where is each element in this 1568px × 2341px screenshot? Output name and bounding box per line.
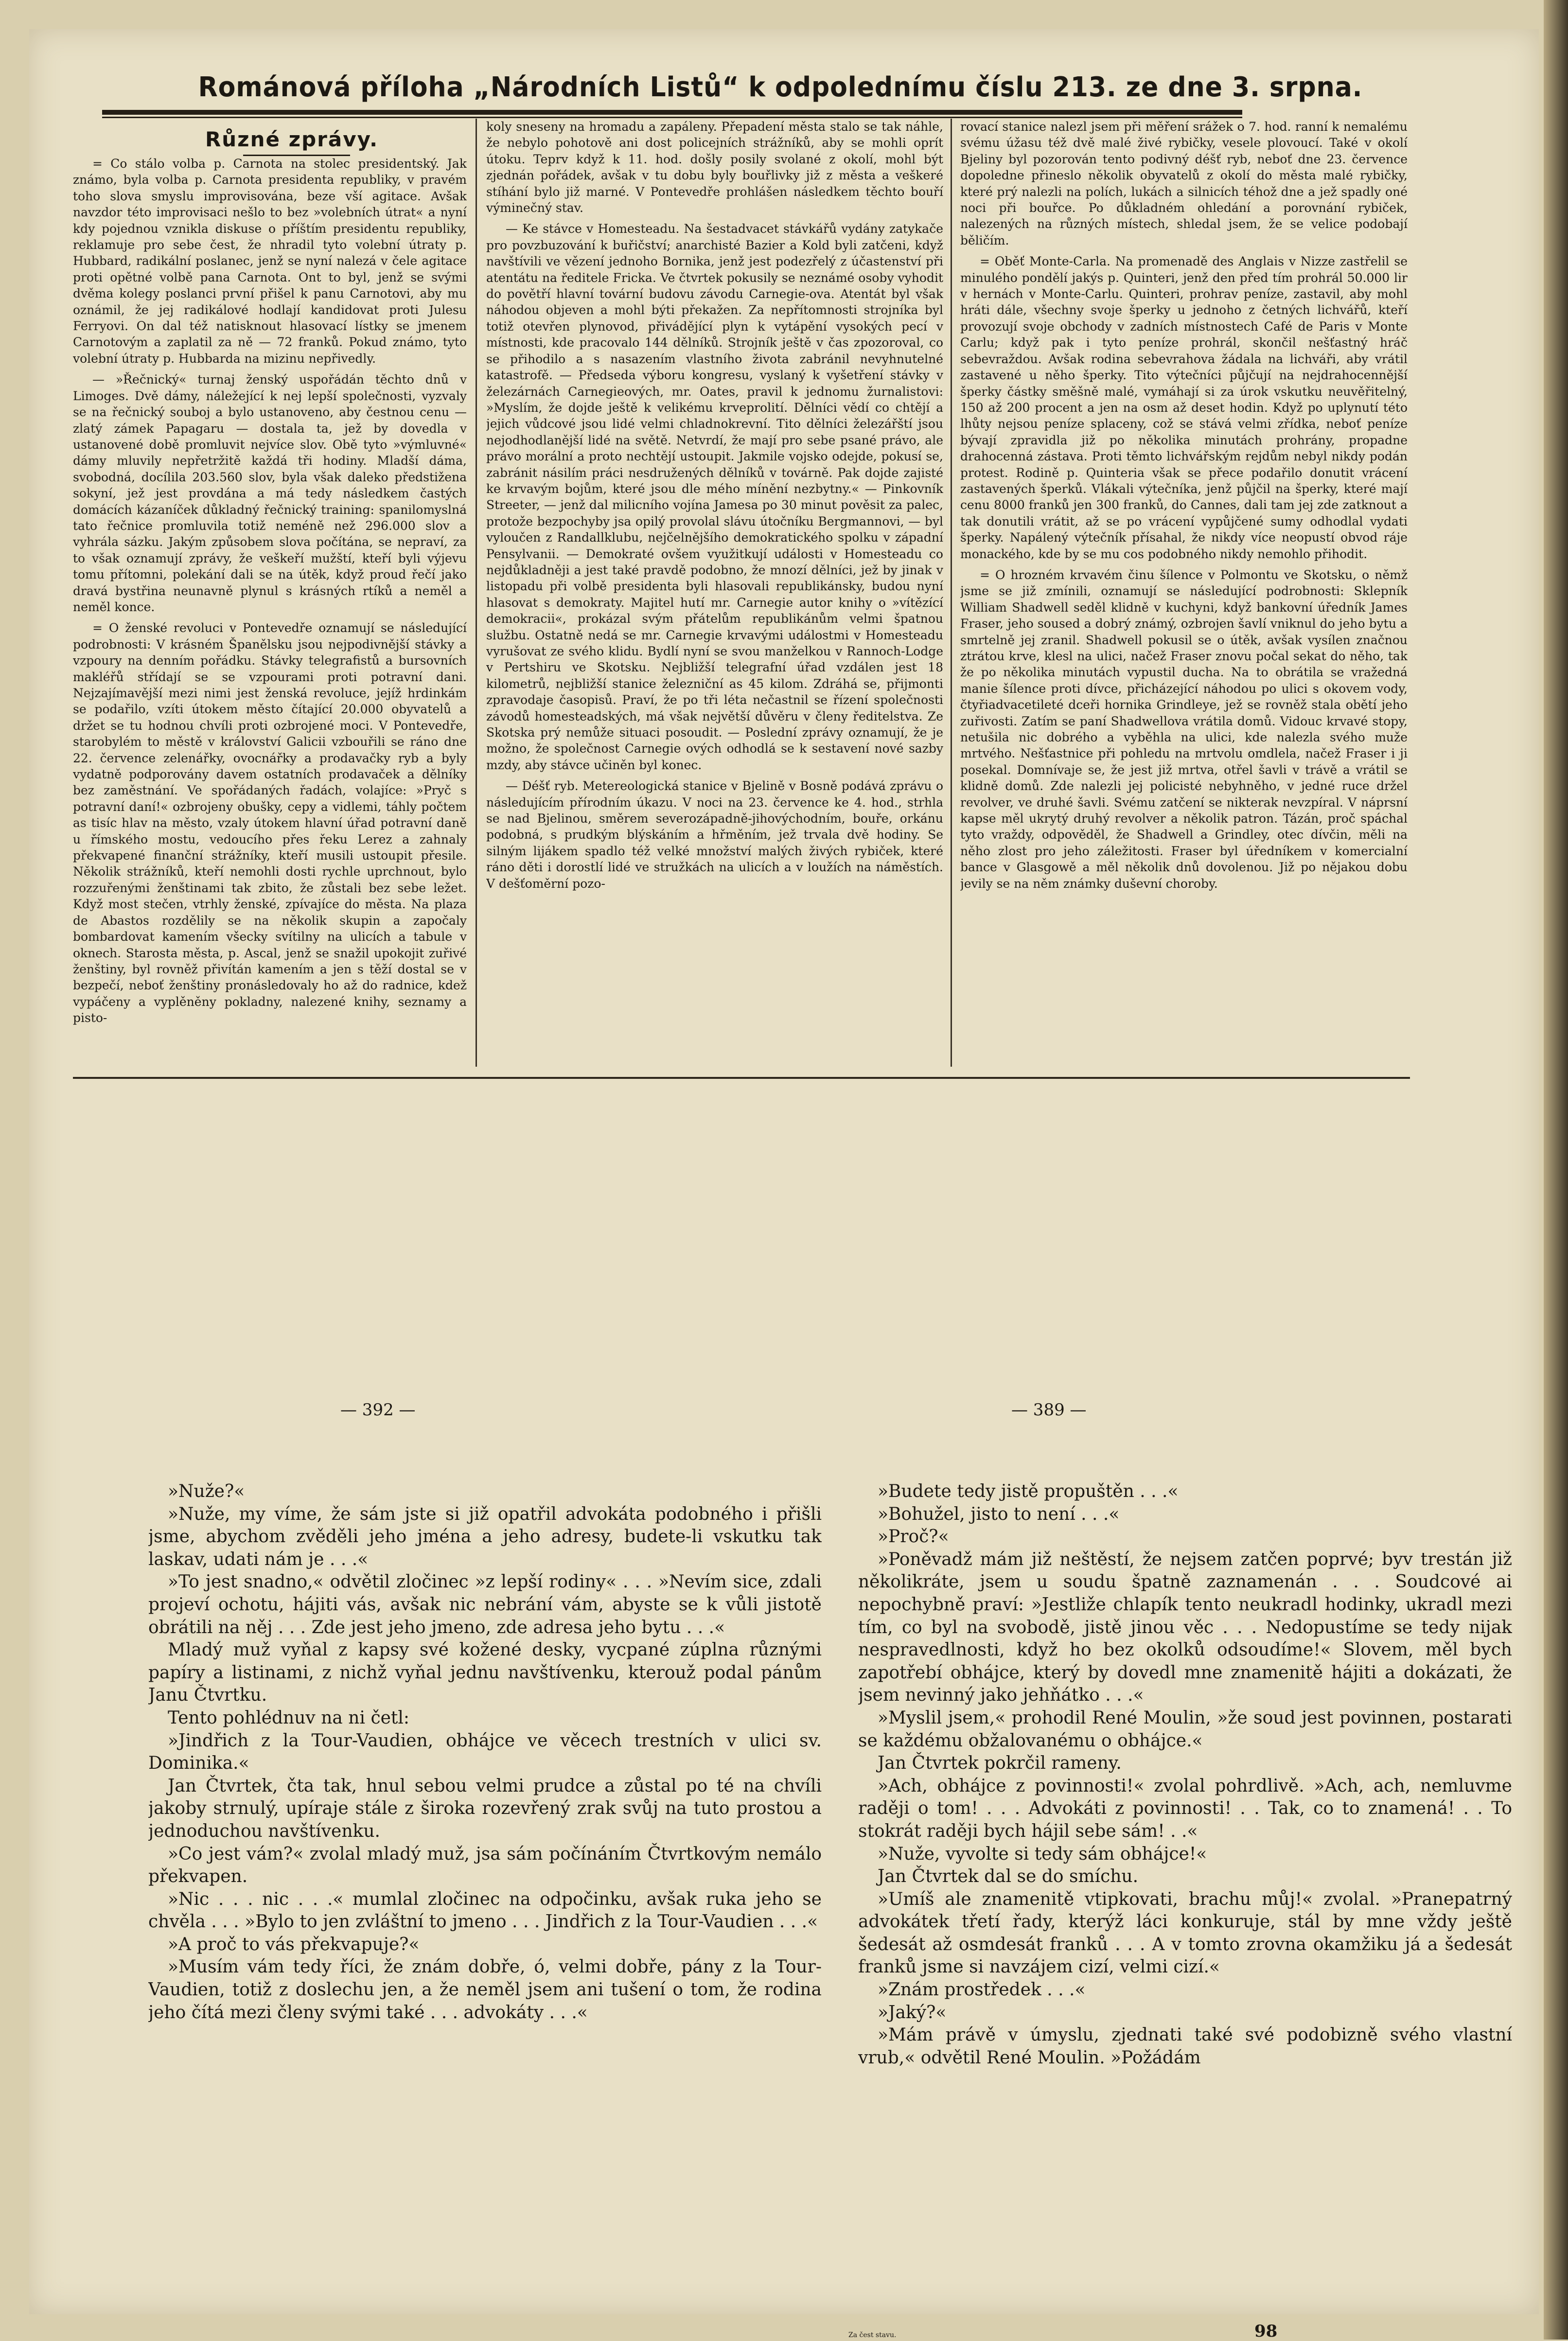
news-item: = Oběť Monte-Carla. Na promenadě des Anglais v Nizze zastřelil se minulého pondělí jakýs p. Quinteri, jenž den před tím prohrál 50.000 lir v hernách v Monte-Carlu. Quinteri, prohrav peníze, zastavil, aby mohl hráti dále, všechny svoje šperky u jednoho z četných lichvářů, kteří provozují svoje obchody v zadních místnostech Café de Paris v Monte Carlu; když pak i tyto peníze prohrál, skončil nešťastný hráč sebevraždou. Avšak rodina sebevrahova žádala na lichváři, aby vrátil zastavené u něho šperky. Tito výtečníci půjčují na nejdrahocennější šperky částky směšně malé, vymáhají si za úrok vskutku neuvěřitelný, 150 až 200 procent a jen na osm až deset hodin. Když po uplynutí této lhůty nejsou peníze splaceny, což se stává velmi zřídka, neboť peníze bývají zpravidla již po několika minutách prohrány, propadne drahocenná zástava. Proti těmto lichvářským rejdům nebyl nikdy podán protest. Rodině p. Quinteria však se přece podařilo donutit vrácení zastavených šperků. Vlákali výtečníka, jenž půjčil na šperky, které mají cenu 8000 franků jen 300 franků, do Cannes, dali tam jej zde zatknout a tak donutili vrátit, až se po vrácení vypůjčené sumy odhodlal vydati šperky. Napálený výtečník přísahal, že nikdy více neopustí obvod ráje monackého, kde by se mu cos podobného nikdy nemohlo přihodit. — [960, 254, 1408, 561]
column-divider — [951, 119, 952, 1067]
story-paragraph: »Musím vám tedy říci, že znám dobře, ó, velmi dobře, pány z la Tour-Vaudien, totiž z doslechu jen, a že neměl jsem ani tušení o tom, že rodina jeho čítá mezi členy svými také . . . advokáty . . .« — [148, 1957, 822, 2023]
story-page-left — [148, 1480, 822, 2317]
story-paragraph: »Jaký?« — [878, 2002, 947, 2023]
story-paragraph: »Jindřich z la Tour-Vaudien, obhájce ve věcech trestních v ulici sv. Dominika.« — [148, 1730, 822, 1774]
news-item: koly sneseny na hromadu a zapáleny. Přepadení města stalo se tak náhle, že nebylo pohotově ani dost policejních strážníků, aby se mohli oprít útoku. Teprv když k 11. hod. došly posily svolané z okolí, mohl být zjednán pořádek, avšak v tu dobu byly bouřlivky již z města a veškeré stíhání bylo již marné. V Pontevedře prohlášen následkem těchto bouří výminečný stav. — [486, 120, 943, 215]
news-column-3 — [960, 119, 1408, 960]
story-paragraph: »Ach, obhájce z povinnosti!« zvolal pohrdlivě. »Ach, ach, nemluvme raději o tom! . . . Advokáti z povinnosti! . . Tak, co to znamená! . . To stokrát raději bych hájil sebe sám! . .« — [858, 1776, 1512, 1841]
masthead: Románová příloha „Národních Listů“ k odpolednímu číslu 213. ze dne 3. srpna. — [198, 71, 1363, 103]
story-page-right — [858, 1480, 1512, 2317]
story-paragraph: »Znám prostředek . . .« — [878, 1980, 1086, 2000]
story-paragraph: »Budete tedy jistě propuštěn . . .« — [878, 1481, 1179, 1501]
story-paragraph: »Mám právě v úmyslu, zjednati také své podobizně svého vlastní vrub,« odvětil René Moulin. »Požádám — [858, 2025, 1512, 2068]
story-paragraph: »Nic . . . nic . . .« mumlal zločinec na odpočinku, avšak ruka jeho se chvěla . . . »Bylo to jen zvláštní to jmeno . . . Jindřich z la Tour-Vaudien . . .« — [148, 1889, 822, 1932]
news-item: — Ke stávce v Homesteadu. Na šestadvacet stávkářů vydány zatykače pro povzbuzování k buřičství; anarchisté Bazier a Kold byli zatčeni, když navštívili ve vězení jednoho Bornika, jenž jest podezřelý z účastenství při atentátu na ředitele Fricka. Ve čtvrtek pokusily se neznámé osoby vyhodit do povětří hlavní tovární budovu závodu Carnegie-ova. Atentát byl však náhodou objeven a mohl býti překažen. Za nepřítomnosti strojníka byl totiž otevřen plynovod, přivádějící plyn k vytápění vysokých pecí v místnosti, kde pracovalo 144 dělníků. Strojník ještě v čas zpozoroval, co se přihodilo a s nasazením vlastního života zabránil nevyhnutelné katastrofě. — Předseda výboru kongresu, vyslaný k vyšetření stávky v železárnách Carnegieových, mr. Oates, pravil k jednomu žurnalistovi: »Myslím, že dojde ještě k velikému krveprolití. Dělníci vědí co chtějí a jejich vůdcové jsou lidé velmi chladnokrevní. Tito dělníci železářští jsou nejodhodlanější lidé na světě. Netvrdí, že mají pro sebe psané právo, ale právo morální a proto nechtějí ustoupit. Jakmile vojsko odejde, pokusí se, zabránit násilím práci nesdružených dělníků v továrně. Pak dojde zajisté ke krvavým bojům, které jsou dle mého mínění nezbytny.« — Pinkovník Streeter, — jenž dal milicního vojína Jamesa po 30 minut pověsit za palec, protože bezpochyby jsa opilý provolal slávu útočníku Bergmannovi, — byl vyloučen z Randallklubu, nejčelnějšího demokratického spolku v západní Pensylvanii. — Demokraté ovšem využitkují události v Homesteadu co nejdůkladněji a jest také pravdě podobno, že mnozí dělníci, jež by jinak v listopadu při volbě presidenta byli hlasovali republikánsky, budou nyní hlasovat s demokraty. Majitel hutí mr. Carnegie autor knihy o »vítězící demokracii«, prokázal svým přátelům republikánům velmi špatnou službu. Ostatně nedá se mr. Carnegie krvavými událostmi v Homesteadu vyrušovat ze svého klidu. Bydlí nyní se svou manželkou v Rannoch-Lodge v Pertshiru ve Skotsku. Nejbližší telegrafní úřad vzdálen jest 18 kilometrů, nejbližší stanice železniční as 45 kilom. Zdráhá se, přijmonti zpravodaje časopisů. Praví, že po tři léta nečastnil se řízení společnosti závodů homesteadských, má však největší důvěru v členy ředitelstva. Ze Skotska prý nemůže situaci posoudit. — Poslední zprávy oznamují, že je možno, že společnost Carnegie ových odhodlá se k sestavení nové sazby mzdy, aby stávce učiněn byl konec. — [486, 222, 943, 772]
news-column-1 — [73, 156, 467, 1065]
story-paragraph: »A proč to vás překvapuje?« — [168, 1934, 420, 1954]
masthead-rule — [102, 110, 1242, 115]
news-item: = O hrozném krvavém činu šílence v Polmontu ve Skotsku, o němž jsme se již zmínili, oznamují se následující podrobnosti: Sklepník William Shadwell seděl klidně v kuchyni, když bankovní úředník James Fraser, jeho soused a dobrý známý, ozbrojen šavlí vniknul do jeho bytu a smrtelně jej zranil. Shadwell pokusil se o útěk, avšak vysílen značnou ztrátou krve, klesl na ulici, načež Fraser znovu počal sekat do něho, tak že po několika minutách vypustil ducha. Na to obrátila se vražedná manie šílence proti dívce, přicházející náhodou po ulici s okovem vody, čtyřiadvacetileté dceři hornika Grindleye, jež se rovněž stala obětí jeho zuřivosti. Zatím se paní Shadwellova vrátila domů. Vidouc krvavé stopy, netušila nic dobrého a vyběhla na ulici, kde nalezla svého muže mrtvého. Nešťastnice při pohledu na mrtvolu omdlela, načež Fraser i ji posekal. Domnívaje se, že jest již mrtva, otřel šavli v trávě a vrátil se klidně domů. Zde nalezli jej policisté nebyhněho, v jedné ruce držel revolver, ve druhé šavli. Svému zatčení se nikterak nevzpíral. V náprsní kapse měl ukrytý druhý revolver a několik patron. Tázán, proč spáchal tyto vraždy, odpověděl, že Shadwell a Grindley, otec dívčin, měli na něho zlost pro jeho záležitosti. Fraser byl úředníkem v komercialní bance v Glasgowě a měl několik dnů dovolenou. Již po nějakou dobu jevily se na něm známky duševní choroby. — [960, 567, 1408, 891]
story-paragraph: »To jest snadno,« odvětil zločinec »z lepší rodiny« . . . »Nevím sice, zdali projeví ochotu, hájiti vás, avšak nic nebrání vám, abyste se k vůli jistotě obrátili na něj . . . Zde jest jeho jmeno, zde adresa jeho bytu . . .« — [148, 1572, 822, 1637]
footnote: Za čest stavu. — [848, 2331, 897, 2339]
section-title: Různé zprávy. — [205, 127, 379, 151]
story-paragraph: »Nuže?« — [168, 1481, 245, 1501]
news-item: — »Řečnický« turnaj ženský uspořádán těchto dnů v Limoges. Dvě dámy, náležející k nej lepší společnosti, vyzvaly se na řečnický souboj a bylo ustanoveno, aby čestnou cenu — zlatý zámek Papagaru — dostala ta, jež by dovedla v ustanovené době promluvit nejvíce slov. Obě tyto »výmluvné« dámy mluvily nepřetržitě každá tři hodiny. Mladší dáma, svobodná, docílila 203.560 slov, byla však daleko předstižena sokyní, jež jest provdána a má tedy následkem častých domácích kázaníček důkladný řečnický training: spanilomyslná tato řečnice promluvila totiž neméně než 296.000 slov a vyhrála sázku. Jakým způsobem slova počítána, se nepraví, za to však oznamují zprávy, že veškeří mužští, kteří byli výjevu tomu přítomni, polekání dali se na útěk, když proud řečí jako dravá bystřina neunavně plynul s krásných rtíků a neměl a neměl konce. — [73, 372, 467, 614]
news-item: = O ženské revoluci v Pontevedře oznamují se následující podrobnosti: V krásném Španělsku jsou nejpodivnější stávky a vzpoury na denním pořádku. Stávky telegrafistů a bursovních makléřů střídají se se vzpourami proti potravní dani. Nejzajímavější mezi nimi jest ženská revoluce, jejíž hrdinkám se podařilo, vzíti útokem město čítající 20.000 obyvatelů a držet se tu hodnou chvíli proti ozbrojené moci. V Pontevedře, starobylém to městě v království Galicii vzbouřili se ráno dne 22. července zelenářky, ovocnářky a prodavačky ryb a byly vydatně podporovány davem ostatních prodavaček a dělníky bez zaměstnání. Ve spořádaných řadách, volajíce: »Pryč s potravní daní!« ozbrojeny obušky, cepy a vidlemi, táhly počtem as tisíc hlav na město, vzaly útokem hlavní úřad potravní daně u římského mostu, vedoucího přes řeku Lerez a zahnaly překvapené finanční strážníky, kteří musili ustoupit přesile. Několik strážníků, kteří nemohli dosti rychle uprchnout, bylo rozzuřenými ženštinami tak zbito, že zůstali bez sebe ležet. Když most stečen, vtrhly ženské, zpívajíce do města. Na plaza de Abastos rozdělily se na několik skupin a započaly bombardovat kamením všecky svítilny na ulicích a tabule v oknech. Starosta města, p. Ascal, jenž se snažil upokojit zuřivé ženštiny, byl rovněž přivítán kamením a jen s těží dostal se v bezpečí, neboť ženštiny pronásledovaly ho až do radnice, kdež vypáčeny a vyplěněny pokladny, nalezené knihy, seznamy a pisto- — [73, 621, 467, 1025]
news-item: — Déšť ryb. Metereologická stanice v Bjelině v Bosně podává zprávu o následujícím přírodním úkazu. V noci na 23. července ke 4. hod., strhla se nad Bjelinou, směrem severozápadně-jihovýchodním, bouře, orkánu podobná, s prudkým blýskáním a hřměním, jež trvala dvě hodiny. Se silným lijákem spadlo též velké množství malých živých rybiček, které ráno děti i dorostlí lidé ve stružkách na ulicích a v loužích na náměstích. V dešťoměrní pozo- — [486, 779, 943, 891]
story-paragraph: »Bohužel, jisto to není . . .« — [878, 1504, 1120, 1524]
column-divider — [476, 119, 477, 1067]
story-paragraph: »Co jest vám?« zvolal mladý muž, jsa sám počínáním Čtvrtkovým nemálo překvapen. — [148, 1844, 822, 1887]
page-divider — [73, 1077, 1410, 1079]
story-paragraph: »Myslil jsem,« prohodil René Moulin, »že soud jest povinnen, postarati se každému obžalovanému o obhájce.« — [858, 1707, 1512, 1751]
story-paragraph: »Proč?« — [878, 1527, 949, 1547]
story-paragraph: Jan Čtvrtek dal se do smíchu. — [878, 1866, 1139, 1887]
news-item: rovací stanice nalezl jsem při měření srážek o 7. hod. ranní k nemalému svému úžasu též dvě malé živé rybičky, vesele plovoucí. Také v okolí Bjeliny byl pozorován tento podivný déšť ryb, neboť dne 23. července dopoledne přineslo několik obyvatelů z okolí do města malé rybičky, které prý nalezli na polích, lukách a silnicích téhož dne a jež spadly oné noci při bouřce. Po důkladném ohledání a porovnání rybiček, nalezených na různých místech, shledal jsem, že se velice podobají běličím. — [960, 120, 1408, 247]
page-number-bottom: 98 — [1254, 2322, 1278, 2341]
news-column-2 — [486, 119, 943, 1067]
page-number-right: — 389 — — [1011, 1400, 1087, 1420]
story-paragraph: Jan Čtvrtek, čta tak, hnul sebou velmi prudce a zůstal po té na chvíli jakoby strnulý, upíraje stále z široka rozevřený zrak svůj na tuto prostou a jednoduchou navštívenku. — [148, 1776, 822, 1841]
binding-edge — [1544, 0, 1568, 2340]
story-paragraph: »Nuže, vyvolte si tedy sám obhájce!« — [878, 1844, 1207, 1864]
story-paragraph: Jan Čtvrtek pokrčil rameny. — [878, 1753, 1122, 1774]
story-paragraph: »Nuže, my víme, že sám jste si již opatřil advokáta podobného i přišli jsme, abychom zvěděli jeho jména a jeho adresy, budete-li vskutku tak laskav, udati nám je . . .« — [148, 1504, 822, 1569]
story-paragraph: Mladý muž vyňal z kapsy své kožené desky, vycpané zúplna různými papíry a listinami, z nichž vyňal jednu navštívenku, kterouž podal pánům Janu Čtvrtku. — [148, 1640, 822, 1706]
page-number-left: — 392 — — [340, 1400, 416, 1420]
news-item: = Co stálo volba p. Carnota na stolec presidentský. Jak známo, byla volba p. Carnota presidenta republiky, v pravém toho slova smyslu improvisována, beze vší agitace. Avšak navzdor této improvisaci nešlo to bez »volebních útrat« a nyní kdy pojednou vznikla diskuse o příštím presidentu republiky, reklamuje pro sebe čest, že nhradil tyto volební útraty p. Hubbard, radikální poslanec, jenž se nyní nalezá v čele agitace proti opětné volbě pana Carnota. Ont to byl, jenž se svými dvěma kolegy poslanci první přišel k panu Carnotovi, aby mu oznámil, že jej radikálové hodlají kandidovat proti Julesu Ferryovi. On dal též natisknout hlasovací lístky se jmenem Carnotovým a zaplatil za ně — 72 franků. Pokud známo, tyto volební útraty p. Hubbarda na mizinu nepřivedly. — [73, 157, 467, 366]
masthead-rule-thin — [102, 117, 1242, 118]
story-paragraph: Tento pohlédnuv na ni četl: — [168, 1707, 410, 1728]
story-paragraph: »Poněvadž mám již neštěstí, že nejsem zatčen poprvé; byv trestán již několikráte, jsem u soudu špatně zaznamenán . . . Soudcové ai nepochybně praví: »Jestliže chlapík tento neukradl hodinky, ukradl mezi tím, co byl na svobodě, jistě jinou věc . . . Nedopustíme se tedy nijak nespravedlnosti, když ho bez okolků odsoudíme!« Slovem, měl bych zapotřebí obhájce, který by dovedl mne znamenitě hájiti a dokázati, že jsem nevinný jako jehňátko . . .« — [858, 1549, 1512, 1706]
story-paragraph: »Umíš ale znamenitě vtipkovati, brachu můj!« zvolal. »Pranepatrný advokátek třetí řady, kterýž láci konkuruje, stál by mne vždy ještě šedesát až osmdesát franků . . . A v tomto zrovna okamžiku já a šedesát franků jsme si navzájem cizí, velmi cizí.« — [858, 1889, 1512, 1977]
